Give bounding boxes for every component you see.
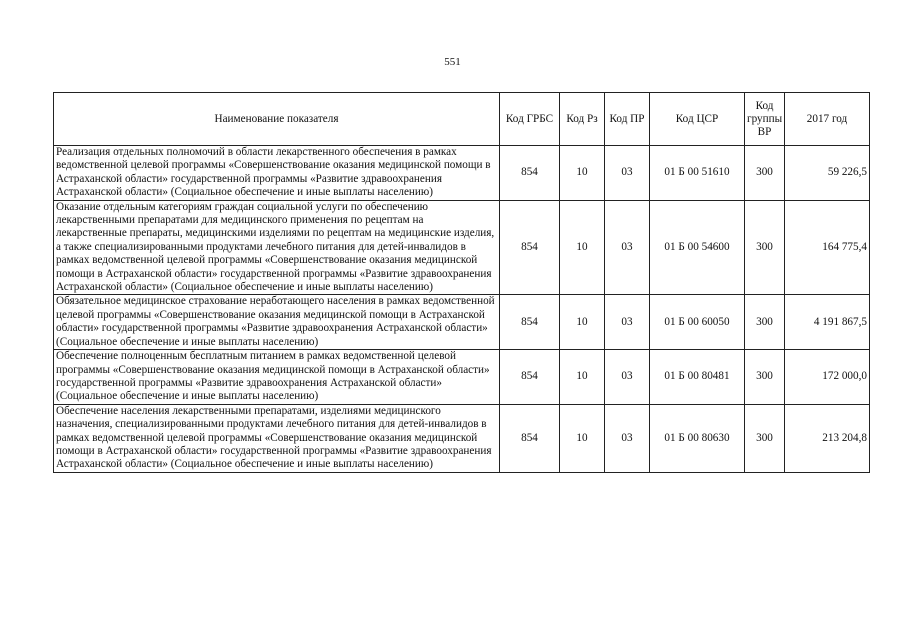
header-pr: Код ПР [605,93,650,146]
row-amount: 4 191 867,5 [785,295,870,350]
header-rz: Код Рз [560,93,605,146]
row-name: Обеспечение населения лекарственными препаратами, изделиями медицинского назначения, специализированными продуктами лечебного питания для детей-инвалидов в рамках ведомственной целевой программы «Совершенствование оказания медицинской помощи в Астраханской области» государственной программы «Развитие здравоохранения Астраханской области» (Социальное обеспечение и иные выплаты населению) [54,404,500,472]
row-rz: 10 [560,350,605,405]
row-pr: 03 [605,200,650,295]
table-row [54,295,870,350]
row-name: Реализация отдельных полномочий в области лекарственного обеспечения в рамках ведомственной целевой программы «Совершенствование оказания медицинской помощи в Астраханской области» государственной программы «Развитие здравоохранения Астраханской области» (Социальное обеспечение и иные выплаты населению) [54,146,500,201]
row-pr: 03 [605,295,650,350]
row-amount: 172 000,0 [785,350,870,405]
row-pr: 03 [605,404,650,472]
row-rz: 10 [560,404,605,472]
row-pr: 03 [605,146,650,201]
row-grbs: 854 [500,200,560,295]
row-name: Оказание отдельным категориям граждан социальной услуги по обеспечению лекарственными препаратами для медицинского применения по рецептам на лекарственные препараты, медицинскими изделиями по рецептам на медицинские изделия, а также специализированными продуктами лечебного питания для детей-инвалидов в рамках ведомственной целевой программы «Совершенствование оказания медицинской помощи в Астраханской области» государственной программы «Развитие здравоохранения Астраханской области» (Социальное обеспечение и иные выплаты населению) [54,200,500,295]
row-amount: 59 226,5 [785,146,870,201]
row-pr: 03 [605,350,650,405]
row-amount: 213 204,8 [785,404,870,472]
row-csr: 01 Б 00 80630 [650,404,745,472]
row-rz: 10 [560,295,605,350]
table-row [54,146,870,201]
row-csr: 01 Б 00 54600 [650,200,745,295]
table-row [54,200,870,295]
budget-table [53,92,870,473]
row-grbs: 854 [500,350,560,405]
row-vr: 300 [745,404,785,472]
row-rz: 10 [560,146,605,201]
page-number: 551 [444,56,461,68]
header-year: 2017 год [785,93,870,146]
row-grbs: 854 [500,295,560,350]
row-csr: 01 Б 00 51610 [650,146,745,201]
row-vr: 300 [745,146,785,201]
header-name: Наименование показателя [54,93,500,146]
row-grbs: 854 [500,146,560,201]
row-vr: 300 [745,350,785,405]
row-vr: 300 [745,200,785,295]
table-row [54,350,870,405]
row-rz: 10 [560,200,605,295]
header-vr: Код группы ВР [745,93,785,146]
table-header-row [54,93,870,146]
row-vr: 300 [745,295,785,350]
header-csr: Код ЦСР [650,93,745,146]
row-csr: 01 Б 00 80481 [650,350,745,405]
row-name: Обеспечение полноценным бесплатным питанием в рамках ведомственной целевой программы «Совершенствование оказания медицинской помощи в Астраханской области» государственной программы «Развитие здравоохранения Астраханской области» (Социальное обеспечение и иные выплаты населению) [54,350,500,405]
header-grbs: Код ГРБС [500,93,560,146]
row-name: Обязательное медицинское страхование неработающего населения в рамках ведомственной целевой программы «Совершенствование оказания медицинской помощи в Астраханской области» государственной программы «Развитие здравоохранения Астраханской области» (Социальное обеспечение и иные выплаты населению) [54,295,500,350]
row-grbs: 854 [500,404,560,472]
row-amount: 164 775,4 [785,200,870,295]
row-csr: 01 Б 00 60050 [650,295,745,350]
table-row [54,404,870,472]
